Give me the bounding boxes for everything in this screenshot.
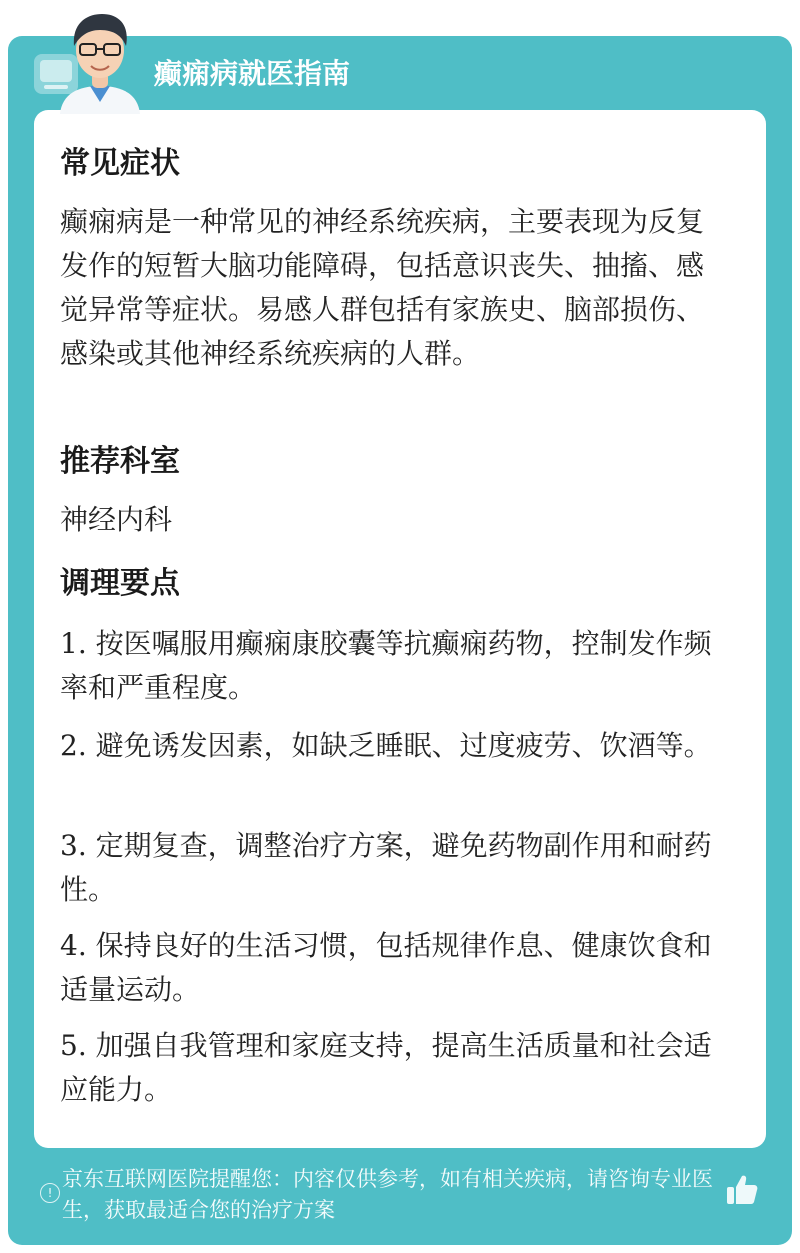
- disclaimer-text: 京东互联网医院提醒您：内容仅供参考，如有相关疾病，请咨询专业医生，获取最适合您的治疗方案: [62, 1167, 713, 1222]
- symptoms-text: 癫痫病是一种常见的神经系统疾病，主要表现为反复发作的短暂大脑功能障碍，包括意识丧失、抽搐、感觉异常等症状。易感人群包括有家族史、脑部损伤、感染或其他神经系统疾病的人群。: [60, 205, 705, 370]
- care-item: 3. 定期复查，调整治疗方案，避免药物副作用和耐药性。: [60, 829, 712, 906]
- section-heading-symptoms: 常见症状: [60, 146, 180, 181]
- care-item: 4. 保持良好的生活习惯，包括规律作息、健康饮食和适量运动。: [60, 929, 712, 1006]
- info-icon: !: [40, 1183, 60, 1203]
- guide-panel: [8, 36, 792, 1245]
- section-heading-care: 调理要点: [60, 566, 180, 601]
- care-item: 5. 加强自我管理和家庭支持，提高生活质量和社会适应能力。: [60, 1029, 712, 1106]
- content-card: [34, 110, 766, 1148]
- section-heading-department: 推荐科室: [60, 444, 180, 479]
- care-item: 2. 避免诱发因素，如缺乏睡眠、过度疲劳、饮酒等。: [60, 729, 712, 762]
- thumbs-up-icon[interactable]: [724, 1172, 760, 1208]
- department-text: 神经内科: [60, 503, 173, 536]
- page-title: 癫痫病就医指南: [154, 57, 351, 90]
- doctor-avatar-icon: [52, 6, 148, 116]
- care-item: 1. 按医嘱服用癫痫康胶囊等抗癫痫药物，控制发作频率和严重程度。: [60, 627, 712, 704]
